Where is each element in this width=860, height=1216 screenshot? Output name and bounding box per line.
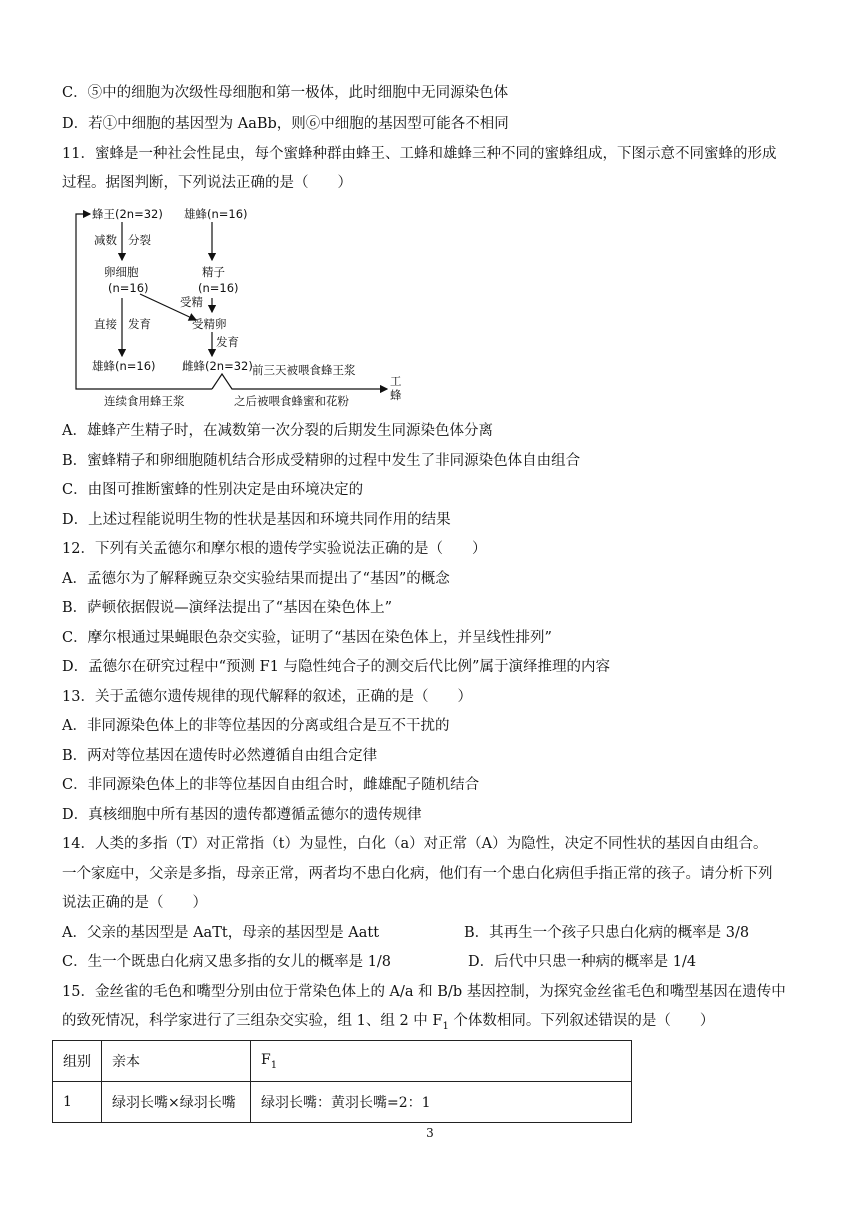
bee-formation-diagram xyxy=(62,198,422,413)
egg-label: 卵细胞 xyxy=(104,265,139,279)
question-14-option-c: C．生一个既患白化病又患多指的女儿的概率是 1/8 xyxy=(62,954,392,970)
question-13-option-c: C．非同源染色体上的非等位基因自由组合时，雌雄配子随机结合 xyxy=(62,777,480,793)
honey-pollen-label: 之后被喂食蜂蜜和花粉 xyxy=(234,394,349,408)
develop-label-2: 发育 xyxy=(216,335,239,349)
question-12-option-d: D．孟德尔在研究过程中“预测 F1 与隐性纯合子的测交后代比例”属于演绎推理的内容 xyxy=(62,659,610,675)
question-14-stem: 14．人类的多指（T）对正常指（t）为显性，白化（a）对正常（A）为隐性，决定不同性状的基因自由组合。 xyxy=(62,836,768,852)
question-14-option-b: B．其再生一个孩子只患白化病的概率是 3/8 xyxy=(464,925,750,941)
question-14-stem-cont: 一个家庭中，父亲是多指，母亲正常，两者均不患白化病，他们有一个患白化病但手指正常的孩子。请分析下列 xyxy=(62,866,773,882)
question-13-option-a: A．非同源染色体上的非等位基因的分离或组合是互不干扰的 xyxy=(62,718,450,734)
question-11-option-a: A．雄蜂产生精子时，在减数第一次分裂的后期发生同源染色体分离 xyxy=(62,423,493,439)
header-group: 组别 xyxy=(53,1041,102,1082)
table-cell: 绿羽长嘴：黄羽长嘴=2：1 xyxy=(251,1082,632,1123)
question-13-option-d: D．真核细胞中所有基因的遗传都遵循孟德尔的遗传规律 xyxy=(62,807,422,823)
question-12-stem: 12．下列有关孟德尔和摩尔根的遗传学实验说法正确的是（ ） xyxy=(62,541,487,557)
meiosis-label-2: 分裂 xyxy=(128,233,151,247)
question-14-option-a: A．父亲的基因型是 AaTt，母亲的基因型是 Aatt xyxy=(62,925,380,941)
question-12-option-c: C．摩尔根通过果蝇眼色杂交实验，证明了“基因在染色体上，并呈线性排列” xyxy=(62,630,552,646)
question-12-option-b: B．萨顿依据假说—演绎法提出了“基因在染色体上” xyxy=(62,600,392,616)
option-d: D．若①中细胞的基因型为 AaBb，则⑥中细胞的基因型可能各不相同 xyxy=(62,116,509,132)
drone-bottom-label: 雄蜂(n=16) xyxy=(92,359,156,373)
question-11-option-d: D．上述过程能说明生物的性状是基因和环境共同作用的结果 xyxy=(62,512,451,528)
worker-label-2: 蜂 xyxy=(390,388,402,402)
question-13-stem: 13．关于孟德尔遗传规律的现代解释的叙述，正确的是（ ） xyxy=(62,689,472,705)
question-15-stem: 15．金丝雀的毛色和嘴型分别由位于常染色体上的 A/a 和 B/b 基因控制，为探究金丝雀毛色和嘴型基因在遗传中 xyxy=(62,984,786,1000)
question-15-stem-cont: 的致死情况，科学家进行了三组杂交实验，组 1、组 2 中 $F_1$ 个体数相同。下列叙述错误的是（ ） xyxy=(62,1013,715,1032)
female-label: 雌蜂(2n=32) xyxy=(182,359,253,373)
cross-experiment-table xyxy=(52,1040,632,1123)
worker-label-1: 工 xyxy=(390,374,402,388)
fertilization-label: 受精 xyxy=(180,295,203,309)
question-14-stem-end: 说法正确的是（ ） xyxy=(62,895,207,911)
direct-label: 直接 xyxy=(94,317,117,331)
option-c: C．⑤中的细胞为次级性母细胞和第一极体，此时细胞中无同源染色体 xyxy=(62,85,509,101)
zygote-label: 受精卵 xyxy=(192,317,227,331)
header-parents: 亲本 xyxy=(102,1041,251,1082)
question-11-option-c: C．由图可推断蜜蜂的性别决定是由环境决定的 xyxy=(62,482,364,498)
drone-top-label: 雄蜂(n=16) xyxy=(184,207,248,221)
table-row xyxy=(53,1082,632,1123)
royal-jelly-label: 连续食用蜂王浆 xyxy=(104,394,185,408)
sperm-n-label: (n=16) xyxy=(198,281,239,295)
egg-n-label: (n=16) xyxy=(108,281,149,295)
queen-label: 蜂王(2n=32) xyxy=(92,207,163,221)
sperm-label: 精子 xyxy=(202,265,225,279)
table-cell: 绿羽长嘴×绿羽长嘴 xyxy=(102,1082,251,1123)
question-12-option-a: A．孟德尔为了解释豌豆杂交实验结果而提出了“基因”的概念 xyxy=(62,571,450,587)
header-f1: $F_1$ xyxy=(251,1041,632,1082)
page-number: 3 xyxy=(426,1126,434,1140)
question-11-stem: 11．蜜蜂是一种社会性昆虫，每个蜜蜂种群由蜂王、工蜂和雄蜂三种不同的蜜蜂组成，下图示意不同蜜蜂的形成 xyxy=(62,146,777,162)
question-11-stem-cont: 过程。据图判断，下列说法正确的是（ ） xyxy=(62,175,352,191)
table-cell: 1 xyxy=(53,1082,102,1123)
question-11-option-b: B．蜜蜂精子和卵细胞随机结合形成受精卵的过程中发生了非同源染色体自由组合 xyxy=(62,453,581,469)
table-header-row xyxy=(53,1041,632,1082)
question-13-option-b: B．两对等位基因在遗传时必然遵循自由组合定律 xyxy=(62,748,378,764)
first-three-days-label: 前三天被喂食蜂王浆 xyxy=(252,363,356,377)
question-14-option-d: D．后代中只患一种病的概率是 1/4 xyxy=(468,954,697,970)
meiosis-label-1: 减数 xyxy=(94,233,117,247)
develop-label-1: 发育 xyxy=(128,317,151,331)
